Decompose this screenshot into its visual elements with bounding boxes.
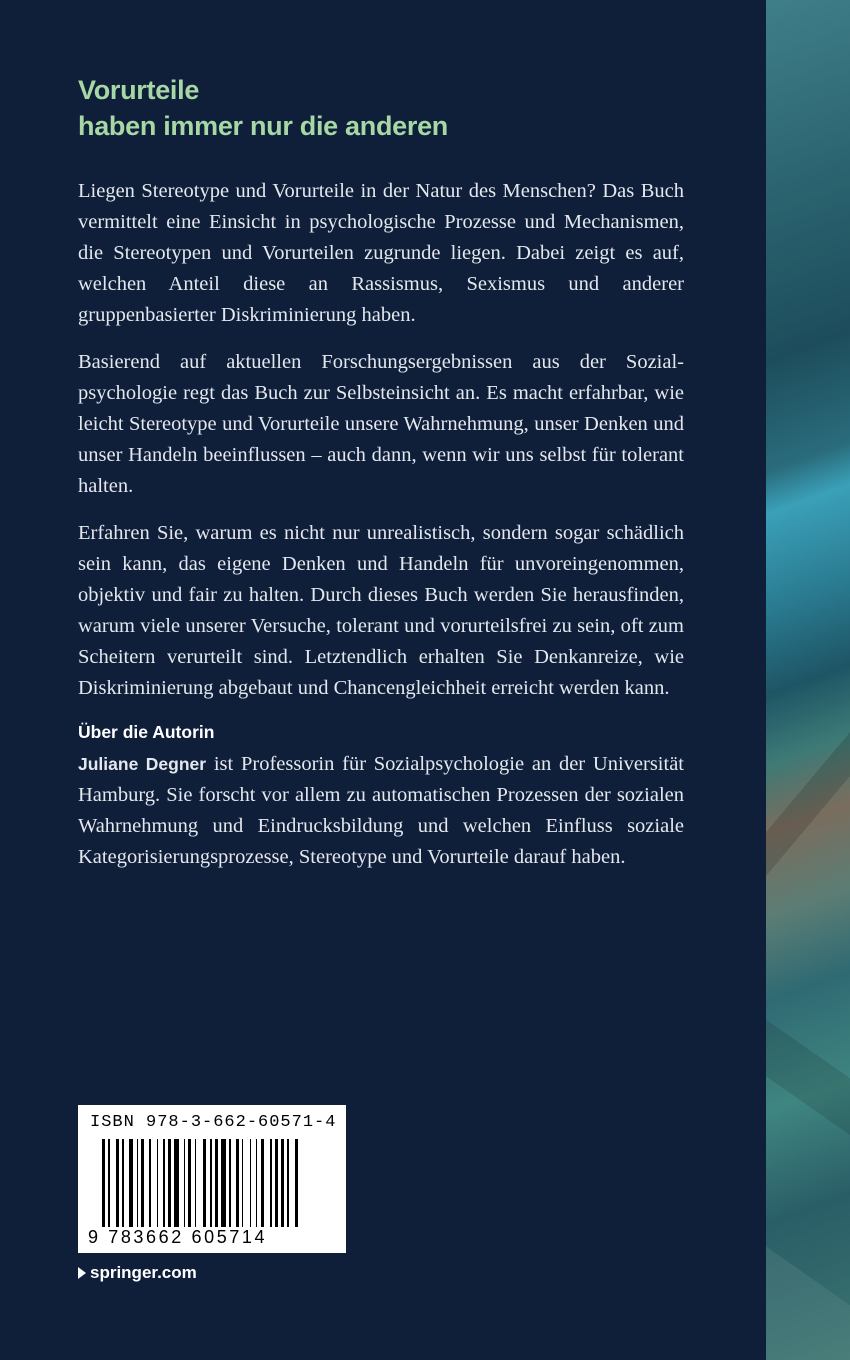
barcode-bar	[256, 1139, 258, 1227]
headline	[78, 72, 684, 144]
barcode-bar	[229, 1139, 231, 1227]
barcode-bar	[137, 1139, 139, 1227]
author-name: Juliane Degner	[78, 754, 207, 774]
barcode-bar	[122, 1139, 124, 1227]
barcode-bar	[215, 1139, 218, 1227]
barcode-bar	[261, 1139, 264, 1227]
cover-text-area	[78, 72, 684, 889]
barcode-bar	[116, 1139, 119, 1227]
barcode-bar	[141, 1139, 144, 1227]
barcode-bar	[287, 1139, 289, 1227]
barcode-bar	[236, 1139, 239, 1227]
headline-line-2: haben immer nur die anderen	[78, 111, 448, 141]
arrow-right-icon	[78, 1267, 86, 1279]
barcode-bar	[195, 1139, 197, 1227]
barcode-bar	[163, 1139, 165, 1227]
publisher-link[interactable]	[78, 1263, 197, 1283]
ean-digits: 9 783662 605714	[88, 1227, 268, 1247]
barcode-bar	[102, 1139, 105, 1227]
blurb-paragraph-2: Basierend auf aktuellen Forschungsergebnissen aus der Sozialpsychologie regt das Buch zur Selbsteinsicht an. Es macht erfahrbar, wie leicht Stereotype und Vorurteile unsere Wahrnehmung, unser Denken und unser Handeln beeinflussen – auch dann, wenn wir uns selbst für tolerant halten.	[78, 351, 684, 497]
barcode-bar	[149, 1139, 151, 1227]
barcode-bar	[281, 1139, 284, 1227]
barcode-bar	[242, 1139, 244, 1227]
barcode-bar	[210, 1139, 212, 1227]
barcode-bar	[184, 1139, 186, 1227]
barcode-bar	[221, 1139, 226, 1227]
barcode-bar	[203, 1139, 206, 1227]
cover-texture-strip	[766, 0, 850, 1360]
publisher-url: springer.com	[90, 1263, 197, 1282]
barcode-bar	[129, 1139, 134, 1227]
barcode-bar	[157, 1139, 159, 1227]
barcode-bar	[295, 1139, 298, 1227]
author-bio-text: ist Professorin für Sozialpsychologie an der Universität Hamburg. Sie forscht vor allem zu automatischen Prozessen der sozialen Wahrnehmung und Eindrucksbildung und welchen Einfluss soziale Kategorisierungsprozesse, Stereotype und Vorurteile darauf haben.	[78, 753, 684, 868]
barcode-bar	[275, 1139, 278, 1227]
barcode-bars	[102, 1139, 334, 1227]
barcode-bar	[168, 1139, 171, 1227]
blurb-paragraph-3: Erfahren Sie, warum es nicht nur unrealistisch, sondern sogar schädlich sein kann, das eigene Denken und Handeln für unvoreingenommen, objektiv und fair zu halten. Durch dieses Buch werden Sie herausfinden, warum viele unserer Versuche, tolerant und vorurteilsfrei zu sein, oft zum Scheitern verurteilt sind. Letztendlich erhalten Sie Denkanreize, wie Diskriminierung abgebaut und Chancengleichheit erreicht werden kann.	[78, 522, 684, 699]
author-bio	[78, 749, 684, 873]
barcode-bar	[108, 1139, 110, 1227]
headline-line-1: Vorurteile	[78, 75, 200, 105]
barcode-bar	[250, 1139, 252, 1227]
about-author-heading: Über die Autorin	[78, 722, 215, 742]
isbn-barcode	[78, 1105, 346, 1253]
barcode-bar	[188, 1139, 191, 1227]
barcode-bar	[270, 1139, 272, 1227]
isbn-label: ISBN 978-3-662-60571-4	[90, 1113, 337, 1132]
blurb-paragraph-1: Liegen Stereotype und Vorurteile in der Natur des Menschen? Das Buch vermittelt eine Einsicht in psychologische Prozesse und Mechanismen, die Stereotypen und Vorurteilen zugrunde liegen. Dabei zeigt es auf, welchen Anteil diese an Rassismus, Sexismus und anderer gruppenbasierter Diskriminierung haben.	[78, 180, 684, 326]
barcode-bar	[174, 1139, 179, 1227]
